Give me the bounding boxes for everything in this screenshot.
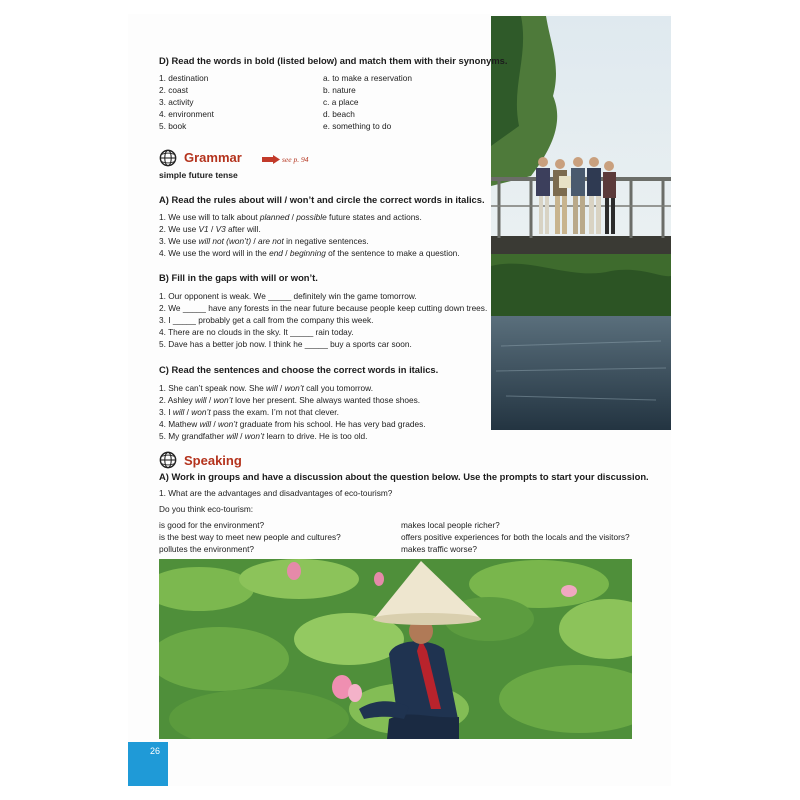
choice-line-1: 1. She can’t speak now. She will / won’t call you tomorrow. bbox=[159, 383, 374, 393]
list-item: c. a place bbox=[323, 97, 359, 107]
grammar-title: Grammar bbox=[184, 150, 242, 165]
choice-line-5: 5. My grandfather will / won’t learn to drive. He is too old. bbox=[159, 431, 368, 441]
prompts-right bbox=[401, 519, 671, 555]
vocab-words-list bbox=[159, 72, 309, 132]
list-item: b. nature bbox=[323, 85, 356, 95]
prompt-intro: Do you think eco-tourism: bbox=[159, 504, 254, 514]
prompts-left bbox=[159, 519, 389, 555]
page-number-tab bbox=[128, 742, 168, 786]
choice-line-4: 4. Mathew will / won’t graduate from his school. He has very bad grades. bbox=[159, 419, 426, 429]
list-item: is the best way to meet new people and cultures? bbox=[159, 532, 341, 542]
gap-line-2: 2. We _____ have any forests in the near future because people keep cutting down trees. bbox=[159, 303, 488, 313]
rule-line-4: 4. We use the word will in the end / beginning of the sentence to make a question. bbox=[159, 248, 460, 258]
globe-icon bbox=[159, 149, 177, 167]
choice-line-2: 2. Ashley will / won’t love her present. She always wanted those shoes. bbox=[159, 395, 421, 405]
choice-line-3: 3. I will / won’t pass the exam. I’m not that clever. bbox=[159, 407, 339, 417]
gap-line-1: 1. Our opponent is weak. We _____ definitely win the game tomorrow. bbox=[159, 291, 417, 301]
gap-line-5: 5. Dave has a better job now. I think he _____ buy a sports car soon. bbox=[159, 339, 412, 349]
lotus-field-photo bbox=[159, 559, 632, 739]
grammar-c-heading: C) Read the sentences and choose the correct words in italics. bbox=[159, 364, 439, 375]
list-item: is good for the environment? bbox=[159, 520, 265, 530]
list-item: makes traffic worse? bbox=[401, 544, 477, 554]
see-page-reference: see p. 94 bbox=[282, 155, 309, 164]
grammar-b-heading: B) Fill in the gaps with will or won’t. bbox=[159, 272, 318, 283]
grammar-subtitle: simple future tense bbox=[159, 170, 238, 180]
speaking-title: Speaking bbox=[184, 453, 242, 468]
list-item: pollutes the environment? bbox=[159, 544, 255, 554]
hikers-bridge-photo bbox=[491, 16, 671, 430]
gap-line-4: 4. There are no clouds in the sky. It _____ rain today. bbox=[159, 327, 354, 337]
discussion-question: 1. What are the advantages and disadvantages of eco-tourism? bbox=[159, 488, 393, 498]
list-item: offers positive experiences for both the locals and the visitors? bbox=[401, 532, 630, 542]
list-item: 5. book bbox=[159, 121, 187, 131]
grammar-a-heading: A) Read the rules about will / won’t and circle the correct words in italics. bbox=[159, 194, 485, 205]
list-item: 4. environment bbox=[159, 109, 214, 119]
list-item: 3. activity bbox=[159, 97, 194, 107]
gap-line-3: 3. I _____ probably get a call from the company this week. bbox=[159, 315, 374, 325]
list-item: makes local people richer? bbox=[401, 520, 500, 530]
rule-line-2: 2. We use V1 / V3 after will. bbox=[159, 224, 261, 234]
textbook-page bbox=[128, 14, 671, 786]
list-item: d. beach bbox=[323, 109, 355, 119]
vocab-heading: D) Read the words in bold (listed below) and match them with their synonyms. bbox=[159, 55, 508, 66]
list-item: e. something to do bbox=[323, 121, 392, 131]
rule-line-3: 3. We use will not (won’t) / are not in negative sentences. bbox=[159, 236, 369, 246]
vocab-synonyms-list bbox=[323, 72, 483, 132]
rule-line-1: 1. We use will to talk about planned / possible future states and actions. bbox=[159, 212, 422, 222]
page-number: 26 bbox=[150, 746, 161, 756]
list-item: a. to make a reservation bbox=[323, 73, 413, 83]
list-item: 2. coast bbox=[159, 85, 189, 95]
list-item: 1. destination bbox=[159, 73, 209, 83]
arrow-icon bbox=[262, 155, 280, 164]
globe-icon bbox=[159, 451, 177, 469]
speaking-heading: A) Work in groups and have a discussion about the question below. Use the prompts to start your discussion. bbox=[159, 471, 649, 482]
